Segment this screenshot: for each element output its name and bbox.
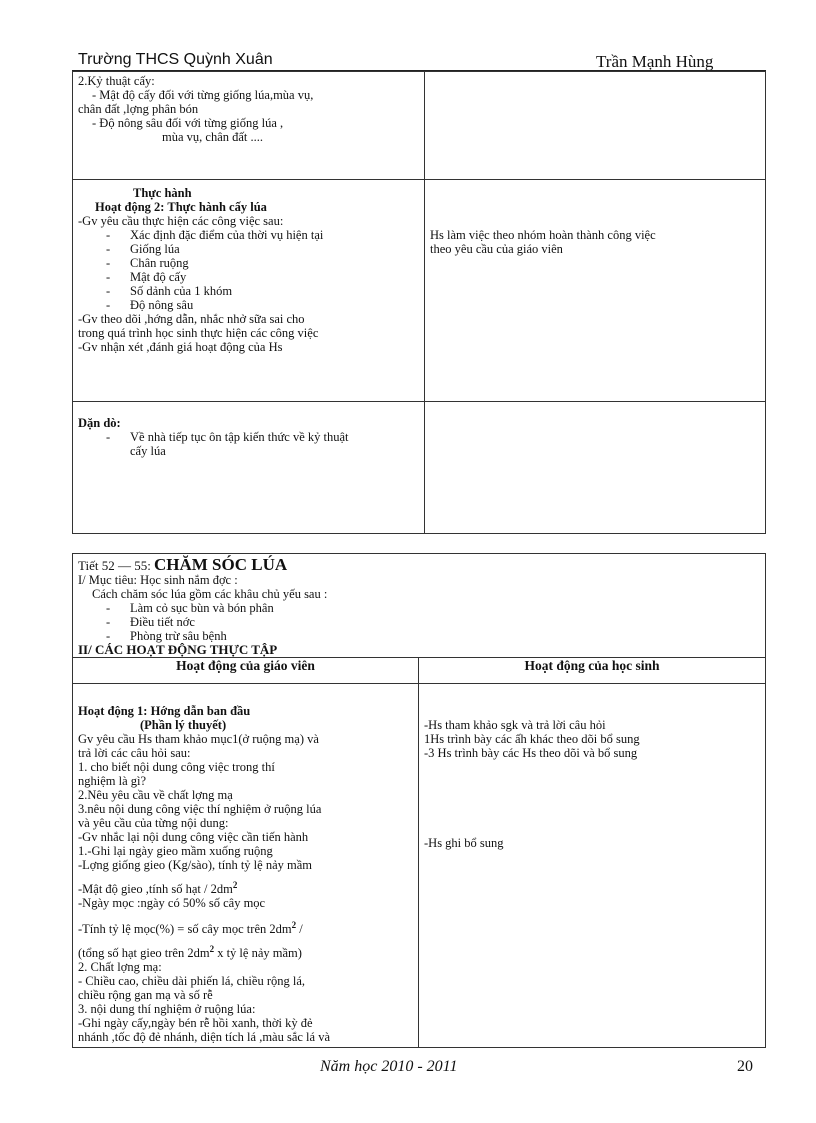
- activity-1-title: Hoạt động 1: Hớng dẫn ban đầu: [78, 704, 251, 718]
- objective-bullet: - Làm cỏ sục bùn và bón phân: [106, 601, 274, 615]
- dando-bullet-cont: cấy lúa: [130, 444, 166, 458]
- student-line: 1Hs trình bày các ấh khác theo dõi bổ sung: [424, 732, 640, 746]
- student-line: -Hs ghi bổ sung: [424, 836, 504, 850]
- teacher-activity-cell: [73, 684, 419, 1048]
- teacher-line: chiều rộng gan mạ và số rễ: [78, 988, 213, 1003]
- teacher-line: 3.nêu nội dung công việc thí nghiệm ở ruộng lúa: [78, 802, 322, 816]
- teacher-line: -Gv nhắc lại nội dung công việc cần tiến hành: [78, 830, 309, 844]
- bullet-item: - Giống lúa: [106, 242, 180, 256]
- teacher-line: Gv yêu cầu Hs tham khảo mục1(ở ruộng mạ) và: [78, 732, 319, 746]
- total-line: (tổng số hạt gieo trên $2dm^2$ x tỷ lệ nảy mầm): [78, 944, 302, 961]
- page-number: 20: [737, 1058, 753, 1075]
- density-superscript: 2: [232, 880, 238, 890]
- teacher-name: Trần Mạnh Hùng: [596, 52, 714, 71]
- bullet-item: - Chân ruộng: [106, 256, 189, 270]
- student-line: theo yêu cầu của giáo viên: [430, 242, 563, 256]
- bullet-item: - Độ nông sâu: [106, 298, 194, 312]
- empty-cell: [425, 72, 766, 180]
- student-column-header: Hoạt động của học sinh: [419, 658, 766, 684]
- school-year: Năm học 2010 - 2011: [320, 1058, 458, 1075]
- rate-superscript: 2: [291, 920, 297, 931]
- teacher-intro: -Gv yêu cầu thực hiện các công việc sau:: [78, 214, 284, 228]
- activities-heading: II/ CÁC HOẠT ĐỘNG THỰC TẬP: [78, 642, 278, 657]
- kythuat-line: - Độ nông sâu đối với từng giống lúa ,: [92, 116, 284, 130]
- teacher-line: -Ghi ngày cấy,ngày bén rễ hồi xanh, thời kỳ đẻ: [78, 1016, 313, 1031]
- dando-bullet: - Về nhà tiếp tục ôn tập kiến thức về kỷ thuật: [106, 430, 349, 444]
- dando-cell: [73, 402, 425, 534]
- kythuat-title: 2.Kỷ thuật cấy:: [78, 74, 155, 88]
- kythuat-line: - Mật độ cấy đối với từng giống lúa,mùa vụ,: [92, 88, 314, 102]
- teacher-line: nhánh ,tốc độ đẻ nhánh, diện tích lá ,màu sắc lá và: [78, 1030, 331, 1045]
- teacher-line: nghiệm là gì?: [78, 774, 147, 788]
- student-line: -Hs tham khảo sgk và trả lời câu hỏi: [424, 718, 606, 732]
- objective-intro: Cách chăm sóc lúa gồm các khâu chủ yếu sau :: [92, 587, 328, 601]
- lesson-heading: [78, 555, 760, 574]
- kythuat-cell: [73, 72, 425, 180]
- empty-cell: [425, 402, 766, 534]
- bullet-item: - Mật độ cấy: [106, 270, 187, 284]
- lesson-intro-cell: [73, 554, 766, 658]
- kythuat-line: chân đất ,lợng phân bón: [78, 102, 199, 116]
- teacher-line: và yêu cầu của từng nội dung:: [78, 816, 229, 830]
- teacher-line: 2. Chất lợng mạ:: [78, 960, 162, 975]
- school-name: Trường THCS Quỳnh Xuân: [78, 51, 273, 68]
- teacher-column-header: Hoạt động của giáo viên: [73, 658, 419, 684]
- section-title: Thực hành: [133, 186, 192, 200]
- thuchanh-cell: [73, 180, 425, 402]
- teacher-line: - Chiều cao, chiều dài phiến lá, chiều rộng lá,: [78, 974, 306, 989]
- teacher-line: trong quá trình học sinh thực hiện các công việc: [78, 326, 319, 340]
- activity-1-subtitle: (Phần lý thuyết): [140, 718, 227, 732]
- lesson-title: CHĂM SÓC LÚA: [153, 555, 288, 574]
- density-line: -Mật độ gieo ,tính số hạt / $2dm^2$: [78, 880, 238, 897]
- objective-heading: I/ Mục tiêu: Học sinh nắm đợc :: [78, 573, 238, 587]
- rate-line: -Tính tỷ lệ mọc(%) = số cây mọc trên $2dm^2$ /: [78, 920, 303, 937]
- teacher-line: -Lợng giống gieo (Kg/sào), tính tỷ lệ nảy mầm: [78, 858, 312, 872]
- bullet-item: - Xác định đặc điểm của thời vụ hiện tại: [106, 228, 324, 242]
- sprout-line: -Ngày mọc :ngày có 50% số cây mọc: [78, 896, 266, 911]
- student-activity-cell: [419, 684, 766, 1048]
- teacher-line: trả lời các câu hỏi sau:: [78, 746, 191, 760]
- total-superscript: 2: [209, 944, 215, 955]
- dando-title: Dặn dò:: [78, 416, 121, 430]
- top-lesson-table: [72, 71, 766, 534]
- teacher-line: 1. cho biết nội dung công việc trong thí: [78, 760, 275, 774]
- bottom-lesson-table: [72, 553, 766, 1048]
- bullet-item: - Số dảnh của 1 khóm: [106, 284, 233, 298]
- teacher-line: -Gv theo dõi ,hớng dẫn, nhắc nhở sữa sai cho: [78, 312, 305, 326]
- teacher-line: -Gv nhận xét ,đánh giá hoạt động của Hs: [78, 340, 283, 354]
- objective-bullet: - Điều tiết nớc: [106, 615, 195, 629]
- student-cell: [425, 180, 766, 402]
- teacher-line: 3. nội dung thí nghiệm ở ruộng lúa:: [78, 1002, 256, 1017]
- kythuat-line: mùa vụ, chân đất ....: [162, 130, 264, 144]
- teacher-line: 2.Nêu yêu cầu về chất lợng mạ: [78, 788, 233, 802]
- objective-bullet: - Phòng trừ sâu bệnh: [106, 629, 227, 643]
- teacher-line: 1.-Ghi lại ngày gieo mầm xuống ruộng: [78, 844, 273, 858]
- student-line: Hs làm việc theo nhóm hoàn thành công việc: [430, 228, 656, 242]
- student-line: -3 Hs trình bày các Hs theo dõi và bổ sung: [424, 746, 638, 760]
- lesson-number: Tiết 52 — 55:: [78, 558, 151, 573]
- activity-2-title: Hoạt động 2: Thực hành cấy lúa: [95, 200, 267, 214]
